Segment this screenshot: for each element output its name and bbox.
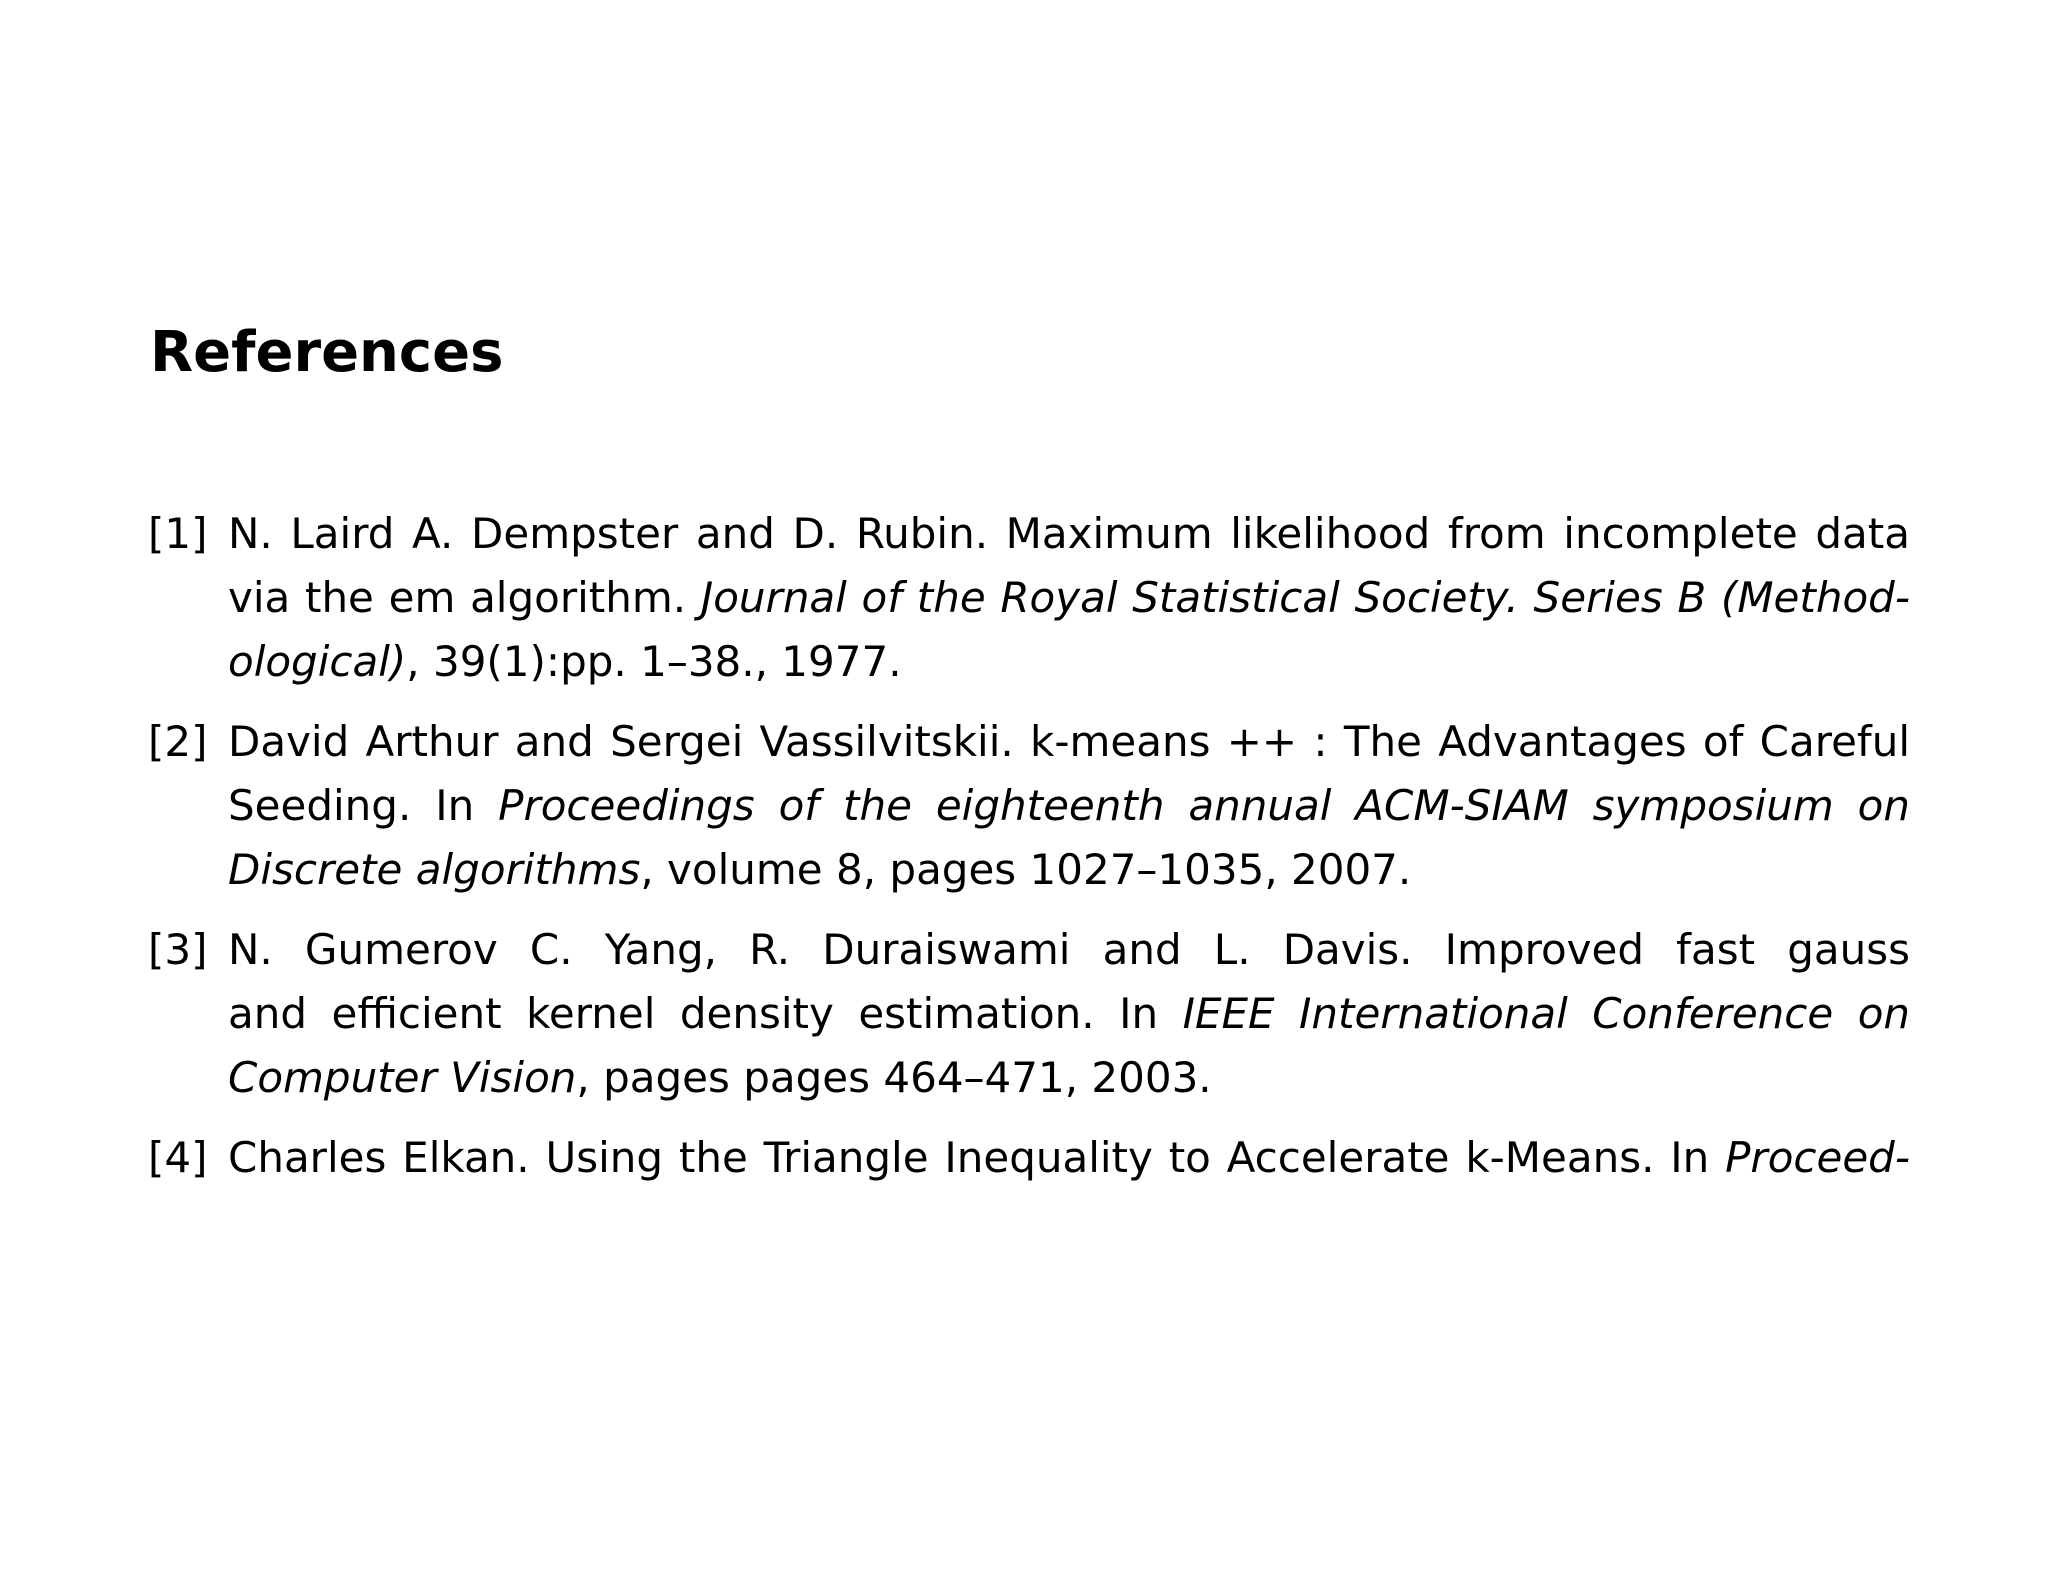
reference-authors-title: N. Gumerov C. Yang, R. Duraiswami and L. Davis. Improved fast gauss [228, 925, 1910, 974]
reference-authors-title: Charles Elkan. Using the Triangle Inequality to Accelerate k-Means. In [228, 1133, 1726, 1182]
reference-text [228, 918, 1910, 1110]
reference-line [228, 838, 1910, 902]
reference-venue: Journal of the Royal Statistical Society. Series B (Method- [700, 573, 1910, 622]
reference-line [228, 502, 1910, 566]
reference-title-cont: via the em algorithm. [228, 573, 701, 622]
reference-number: [1] [148, 509, 208, 558]
reference-venue: Proceedings of the eighteenth annual ACM-SIAM symposium on [498, 781, 1910, 830]
reference-venue-cont: ological) [228, 637, 407, 686]
reference-venue-cont: Computer Vision [228, 1053, 577, 1102]
reference-authors-title: N. Laird A. Dempster and D. Rubin. Maximum likelihood from incomplete data [228, 509, 1910, 558]
reference-number: [4] [148, 1133, 208, 1182]
reference-title-cont: Seeding. In [228, 781, 499, 830]
reference-line [228, 1126, 1910, 1190]
reference-title-cont: and efficient kernel density estimation. In [228, 989, 1183, 1038]
reference-details: , 39(1):pp. 1–38., 1977. [406, 637, 902, 686]
reference-details: , volume 8, pages 1027–1035, 2007. [640, 845, 1412, 894]
reference-line [228, 566, 1910, 630]
reference-details: , pages pages 464–471, 2003. [576, 1053, 1212, 1102]
reference-venue: IEEE International Conference on [1182, 989, 1910, 1038]
reference-number: [3] [148, 925, 208, 974]
reference-line [228, 710, 1910, 774]
reference-venue: Proceed- [1725, 1133, 1910, 1182]
reference-text [228, 1126, 1910, 1190]
reference-text [228, 710, 1910, 902]
reference-line [228, 774, 1910, 838]
reference-line [228, 982, 1910, 1046]
reference-line [228, 1046, 1910, 1110]
reference-text [228, 502, 1910, 694]
reference-venue-cont: Discrete algorithms [228, 845, 641, 894]
page-title: References [150, 320, 504, 385]
reference-line [228, 630, 1910, 694]
reference-line [228, 918, 1910, 982]
reference-number: [2] [148, 717, 208, 766]
reference-authors-title: David Arthur and Sergei Vassilvitskii. k-means ++ : The Advantages of Careful [228, 717, 1910, 766]
